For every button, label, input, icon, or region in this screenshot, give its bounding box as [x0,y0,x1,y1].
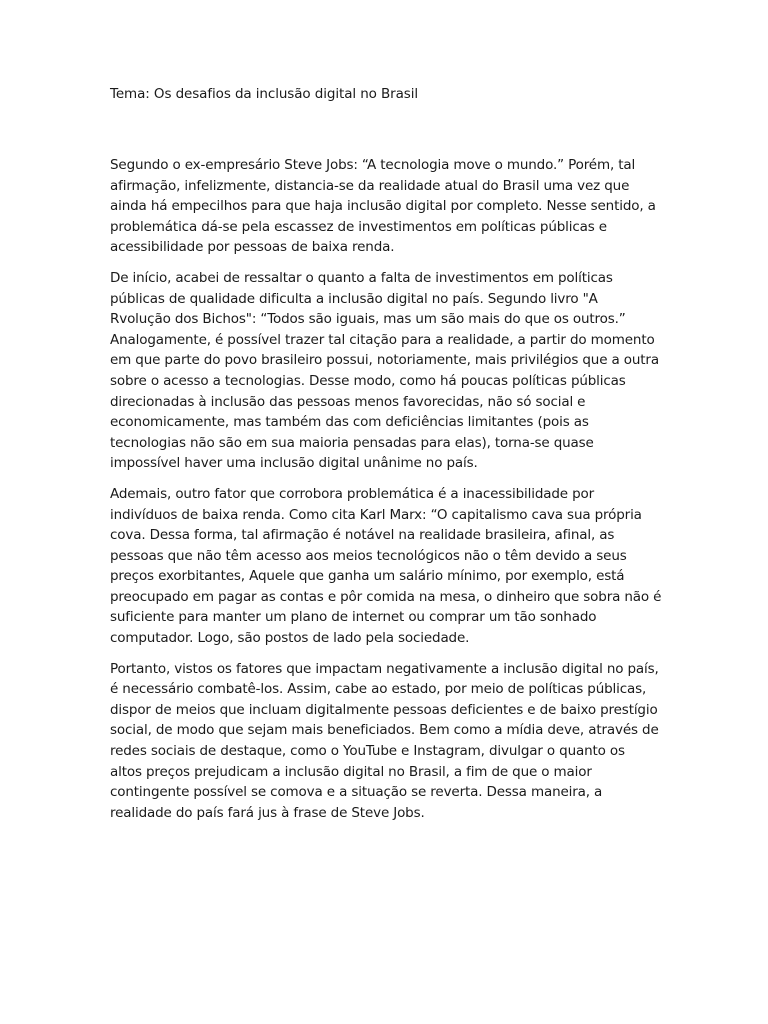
text-line: em que parte do povo brasileiro possui, notoriamente, mais privilégios que a outra [110,352,659,369]
paragraph [110,484,660,649]
text-line: sobre o acesso a tecnologias. Desse modo, como há poucas políticas públicas [110,372,626,389]
text-line: tecnologias não são em sua maioria pensadas para elas), torna-se quase [110,434,594,451]
text-line: computador. Logo, são postos de lado pela sociedade. [110,630,470,647]
text-line: contingente possível se comova e a situação se reverta. Dessa maneira, a [110,784,603,801]
text-line: impossível haver uma inclusão digital unânime no país. [110,455,478,472]
text-line: acessibilidade por pessoas de baixa renda. [110,239,395,256]
text-line: Ademais, outro fator que corrobora problemática é a inacessibilidade por [110,485,595,502]
text-line: preocupado em pagar as contas e pôr comida na mesa, o dinheiro que sobra não é [110,588,662,605]
document-page [110,84,660,833]
text-line: pessoas que não têm acesso aos meios tecnológicos não o têm devido a seus [110,547,627,564]
text-line: afirmação, infelizmente, distancia-se da realidade atual do Brasil uma vez que [110,177,630,194]
essay-body [110,155,660,823]
text-line: suficiente para manter um plano de internet ou comprar um tão sonhado [110,609,597,626]
text-line: preços exorbitantes, Aquele que ganha um salário mínimo, por exemplo, está [110,568,625,585]
text-line: públicas de qualidade dificulta a inclusão digital no país. Segundo livro "A [110,290,598,307]
text-line: redes sociais de destaque, como o YouTube e Instagram, divulgar o quanto os [110,743,625,760]
paragraph [110,659,660,824]
text-line: problemática dá-se pela escassez de investimentos em políticas públicas e [110,218,607,235]
text-line: De início, acabei de ressaltar o quanto a falta de investimentos em políticas [110,269,613,286]
text-line: direcionadas à inclusão das pessoas menos favorecidas, não só social e [110,393,586,410]
text-line: cova. Dessa forma, tal afirmação é notável na realidade brasileira, afinal, as [110,527,615,544]
text-line: Portanto, vistos os fatores que impactam negativamente a inclusão digital no país, [110,660,659,677]
text-line: ainda há empecilhos para que haja inclusão digital por completo. Nesse sentido, a [110,198,656,215]
text-line: dispor de meios que incluam digitalmente pessoas deficientes e de baixo prestígio [110,701,658,718]
text-line: altos preços prejudicam a inclusão digital no Brasil, a fim de que o maior [110,763,592,780]
text-line: social, de modo que sejam mais beneficiados. Bem como a mídia deve, através de [110,722,659,739]
text-line: economicamente, mas também das com deficiências limitantes (pois as [110,414,589,431]
paragraph [110,268,660,474]
text-line: realidade do país fará jus à frase de Steve Jobs. [110,804,425,821]
text-line: Analogamente, é possível trazer tal citação para a realidade, a partir do momento [110,331,655,348]
essay-title: Tema: Os desafios da inclusão digital no Brasil [110,86,419,102]
text-line: indivíduos de baixa renda. Como cita Karl Marx: “O capitalismo cava sua própria [110,506,642,523]
text-line: Rvolução dos Bichos": “Todos são iguais, mas um são mais do que os outros.” [110,311,626,328]
text-line: Segundo o ex-empresário Steve Jobs: “A tecnologia move o mundo.” Porém, tal [110,157,636,173]
text-line: é necessário combatê-los. Assim, cabe ao estado, por meio de políticas públicas, [110,681,647,698]
paragraph [110,155,660,258]
